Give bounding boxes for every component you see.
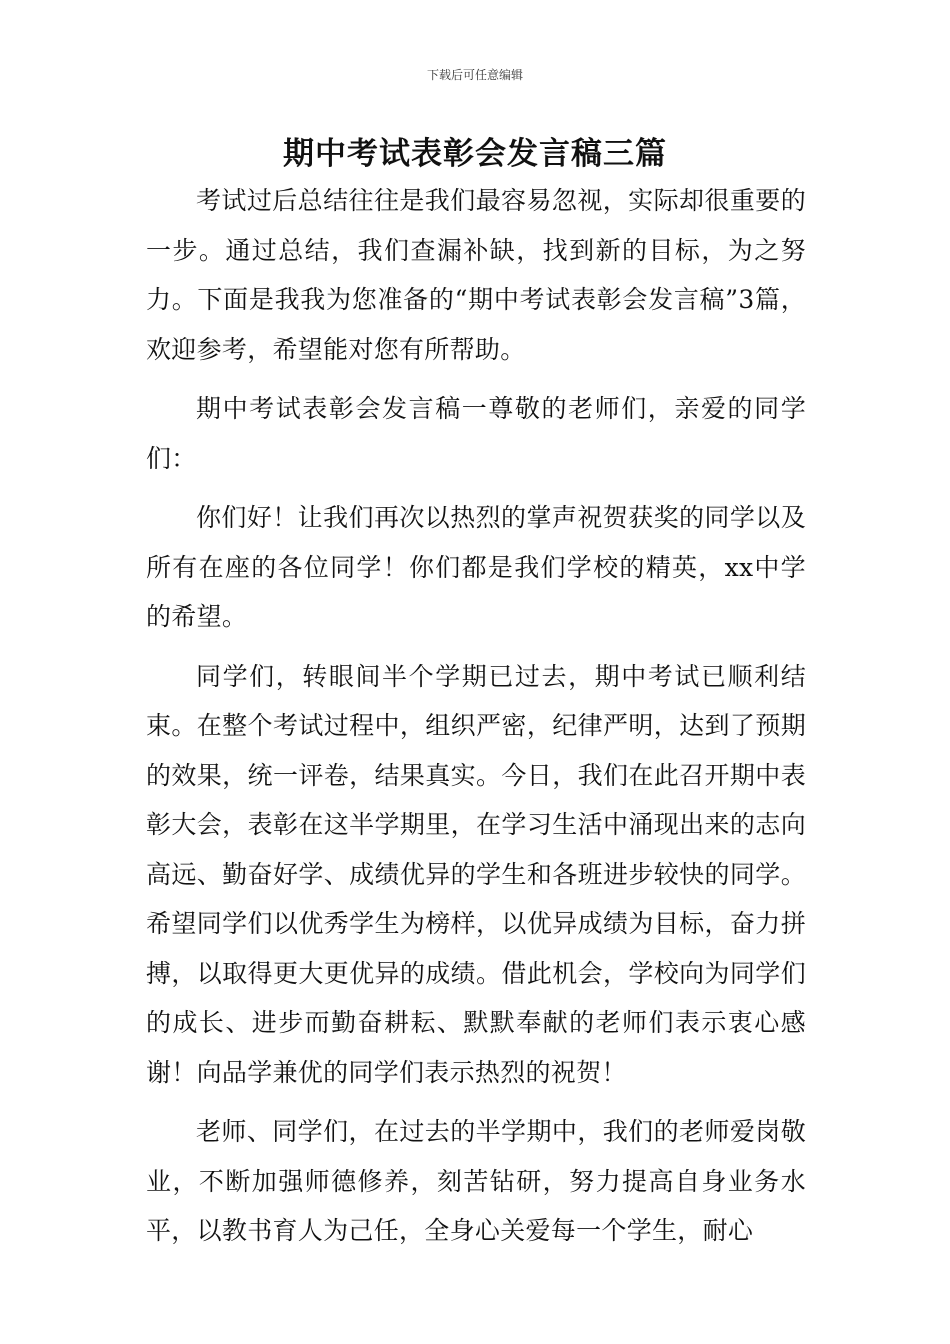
document-body bbox=[146, 176, 806, 1266]
document-title: 期中考试表彰会发言稿三篇 bbox=[283, 136, 667, 172]
paragraph-greeting: 你们好！让我们再次以热烈的掌声祝贺获奖的同学以及所有在座的各位同学！你们都是我们学校的精英，xx中学的希望。 bbox=[146, 503, 806, 631]
paragraph-speech-one-heading: 期中考试表彰会发言稿一尊敬的老师们，亲爱的同学们： bbox=[146, 394, 806, 473]
header-note: 下载后可任意编辑 bbox=[426, 68, 523, 82]
paragraph-teachers: 老师、同学们，在过去的半学期中，我们的老师爱岗敬业，不断加强师德修养，刻苦钻研，努力提高自身业务水平，以教书育人为己任，全身心关爱每一个学生，耐心 bbox=[146, 1117, 806, 1245]
paragraph-intro: 考试过后总结往往是我们最容易忽视，实际却很重要的一步。通过总结，我们查漏补缺，找到新的目标，为之努力。下面是我我为您准备的“期中考试表彰会发言稿”3篇，欢迎参考，希望能对您有所帮助。 bbox=[146, 186, 806, 364]
paragraph-exam-summary: 同学们，转眼间半个学期已过去，期中考试已顺利结束。在整个考试过程中，组织严密，纪律严明，达到了预期的效果，统一评卷，结果真实。今日，我们在此召开期中表彰大会，表彰在这半学期里，在学习生活中涌现出来的志向高远、勤奋好学、成绩优异的学生和各班进步较快的同学。希望同学们以优秀学生为榜样，以优异成绩为目标，奋力拼搏，以取得更大更优异的成绩。借此机会，学校向为同学们的成长、进步而勤奋耕耘、默默奉献的老师们表示衷心感谢！向品学兼优的同学们表示热烈的祝贺！ bbox=[146, 661, 806, 1087]
